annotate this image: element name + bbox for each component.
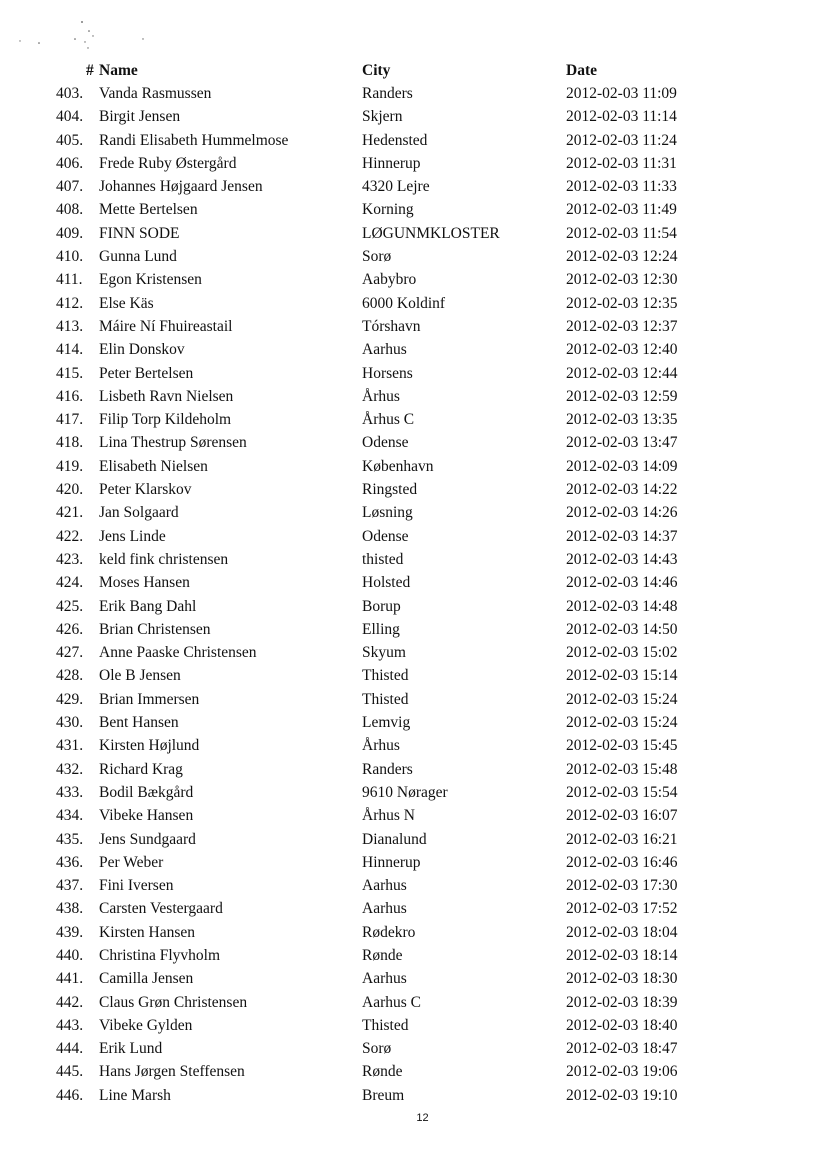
row-city: Skjern bbox=[362, 108, 403, 126]
table-row bbox=[0, 1017, 827, 1040]
row-city: Thisted bbox=[362, 1016, 409, 1034]
row-name: Erik Lund bbox=[99, 1040, 163, 1058]
table-row bbox=[0, 1087, 827, 1110]
row-date: 2012-02-03 12:40 bbox=[566, 341, 678, 359]
row-name: Claus Grøn Christensen bbox=[99, 993, 248, 1011]
row-city: Aarhus bbox=[362, 900, 407, 918]
row-number: 415. bbox=[56, 364, 84, 382]
row-number: 405. bbox=[56, 131, 84, 149]
row-city: Århus bbox=[362, 387, 400, 405]
row-number: 414. bbox=[56, 341, 84, 359]
row-name: Johannes Højgaard Jensen bbox=[99, 178, 263, 196]
table-row bbox=[0, 807, 827, 830]
table-row bbox=[0, 225, 827, 248]
table-row bbox=[0, 504, 827, 527]
row-number: 439. bbox=[56, 923, 84, 941]
row-number: 427. bbox=[56, 644, 84, 662]
row-city: Hinnerup bbox=[362, 853, 421, 871]
row-city: Aarhus C bbox=[362, 993, 421, 1011]
row-name: Bent Hansen bbox=[99, 714, 179, 732]
table-row bbox=[0, 1063, 827, 1086]
row-name: Ole B Jensen bbox=[99, 667, 181, 685]
row-city: Randers bbox=[362, 760, 413, 778]
row-number: 417. bbox=[56, 411, 84, 429]
table-row bbox=[0, 877, 827, 900]
row-city: 4320 Lejre bbox=[362, 178, 430, 196]
row-city: Rønde bbox=[362, 1063, 403, 1081]
row-number: 424. bbox=[56, 574, 84, 592]
header-number: # bbox=[86, 62, 94, 79]
row-date: 2012-02-03 11:49 bbox=[566, 201, 677, 219]
table-row bbox=[0, 271, 827, 294]
row-date: 2012-02-03 14:37 bbox=[566, 527, 678, 545]
row-date: 2012-02-03 11:31 bbox=[566, 154, 677, 172]
row-name: Egon Kristensen bbox=[99, 271, 202, 289]
header-date: Date bbox=[566, 62, 597, 79]
row-number: 444. bbox=[56, 1040, 84, 1058]
page-number: 12 bbox=[416, 1112, 429, 1124]
row-city: Tórshavn bbox=[362, 317, 421, 335]
row-date: 2012-02-03 19:06 bbox=[566, 1063, 678, 1081]
row-city: LØGUNMKLOSTER bbox=[362, 224, 500, 242]
row-name: Peter Bertelsen bbox=[99, 364, 194, 382]
row-name: Lina Thestrup Sørensen bbox=[99, 434, 247, 452]
row-city: Horsens bbox=[362, 364, 413, 382]
table-row bbox=[0, 970, 827, 993]
row-date: 2012-02-03 14:50 bbox=[566, 620, 678, 638]
row-name: Kirsten Hansen bbox=[99, 923, 195, 941]
row-number: 433. bbox=[56, 783, 84, 801]
row-date: 2012-02-03 15:48 bbox=[566, 760, 678, 778]
row-number: 445. bbox=[56, 1063, 84, 1081]
row-name: Brian Christensen bbox=[99, 620, 211, 638]
row-city: Aarhus bbox=[362, 877, 407, 895]
row-number: 423. bbox=[56, 550, 84, 568]
row-city: Aarhus bbox=[362, 341, 407, 359]
table-row bbox=[0, 155, 827, 178]
row-city: Sorø bbox=[362, 1040, 392, 1058]
row-date: 2012-02-03 14:22 bbox=[566, 481, 678, 499]
row-name: Elin Donskov bbox=[99, 341, 185, 359]
table-row bbox=[0, 714, 827, 737]
table-row bbox=[0, 411, 827, 434]
table-row bbox=[0, 434, 827, 457]
row-date: 2012-02-03 14:48 bbox=[566, 597, 678, 615]
row-number: 403. bbox=[56, 85, 84, 102]
table-row bbox=[0, 574, 827, 597]
row-number: 420. bbox=[56, 481, 84, 499]
row-date: 2012-02-03 15:14 bbox=[566, 667, 678, 685]
row-name: Vibeke Gylden bbox=[99, 1016, 193, 1034]
table-row bbox=[0, 132, 827, 155]
row-city: Borup bbox=[362, 597, 401, 615]
row-number: 430. bbox=[56, 714, 84, 732]
row-date: 2012-02-03 15:45 bbox=[566, 737, 678, 755]
row-number: 435. bbox=[56, 830, 84, 848]
table-row bbox=[0, 178, 827, 201]
table-row bbox=[0, 784, 827, 807]
row-number: 410. bbox=[56, 248, 84, 266]
row-city: Odense bbox=[362, 434, 409, 452]
row-date: 2012-02-03 11:54 bbox=[566, 224, 677, 242]
row-date: 2012-02-03 14:26 bbox=[566, 504, 678, 522]
row-name: Christina Flyvholm bbox=[99, 946, 220, 964]
row-number: 440. bbox=[56, 946, 84, 964]
row-date: 2012-02-03 14:09 bbox=[566, 457, 678, 475]
row-name: Mette Bertelsen bbox=[99, 201, 198, 219]
row-city: Rødekro bbox=[362, 923, 416, 941]
table-row bbox=[0, 667, 827, 690]
row-number: 436. bbox=[56, 853, 84, 871]
row-name: Máire Ní Fhuireastail bbox=[99, 317, 233, 335]
row-city: Skyum bbox=[362, 644, 406, 662]
row-number: 443. bbox=[56, 1016, 84, 1034]
table-row bbox=[0, 481, 827, 504]
table-row bbox=[0, 900, 827, 923]
row-city: Thisted bbox=[362, 667, 409, 685]
row-date: 2012-02-03 17:52 bbox=[566, 900, 678, 918]
row-city: Odense bbox=[362, 527, 409, 545]
row-number: 431. bbox=[56, 737, 84, 755]
row-date: 2012-02-03 15:02 bbox=[566, 644, 678, 662]
table-header bbox=[0, 62, 827, 84]
row-number: 421. bbox=[56, 504, 84, 522]
row-name: Brian Immersen bbox=[99, 690, 200, 708]
row-city: Korning bbox=[362, 201, 414, 219]
row-date: 2012-02-03 12:30 bbox=[566, 271, 678, 289]
row-city: København bbox=[362, 457, 434, 475]
row-number: 418. bbox=[56, 434, 84, 452]
table-row bbox=[0, 691, 827, 714]
row-date: 2012-02-03 18:14 bbox=[566, 946, 678, 964]
row-name: Elisabeth Nielsen bbox=[99, 457, 208, 475]
row-date: 2012-02-03 17:30 bbox=[566, 877, 678, 895]
row-date: 2012-02-03 16:46 bbox=[566, 853, 678, 871]
row-city: thisted bbox=[362, 550, 404, 568]
row-number: 406. bbox=[56, 154, 84, 172]
row-date: 2012-02-03 18:40 bbox=[566, 1016, 678, 1034]
table-row bbox=[0, 85, 827, 108]
row-city: Løsning bbox=[362, 504, 413, 522]
row-name: Line Marsh bbox=[99, 1086, 171, 1104]
row-number: 413. bbox=[56, 317, 84, 335]
row-name: Birgit Jensen bbox=[99, 108, 181, 126]
row-city: Århus N bbox=[362, 807, 415, 825]
table-row bbox=[0, 528, 827, 551]
table-body bbox=[0, 85, 827, 1110]
row-date: 2012-02-03 11:14 bbox=[566, 108, 677, 126]
row-number: 407. bbox=[56, 178, 84, 196]
row-number: 425. bbox=[56, 597, 84, 615]
row-number: 409. bbox=[56, 224, 84, 242]
row-date: 2012-02-03 12:24 bbox=[566, 248, 678, 266]
scan-specks bbox=[0, 0, 160, 60]
header-name: Name bbox=[99, 62, 138, 79]
row-number: 432. bbox=[56, 760, 84, 778]
header-city: City bbox=[362, 62, 391, 79]
row-city: Rønde bbox=[362, 946, 403, 964]
row-name: Lisbeth Ravn Nielsen bbox=[99, 387, 234, 405]
row-city: Thisted bbox=[362, 690, 409, 708]
row-date: 2012-02-03 15:54 bbox=[566, 783, 678, 801]
row-name: Richard Krag bbox=[99, 760, 183, 778]
row-number: 412. bbox=[56, 294, 84, 312]
row-name: Bodil Bækgård bbox=[99, 783, 194, 801]
table-row bbox=[0, 621, 827, 644]
row-name: Kirsten Højlund bbox=[99, 737, 200, 755]
table-row bbox=[0, 994, 827, 1017]
table-row bbox=[0, 201, 827, 224]
row-name: Randi Elisabeth Hummelmose bbox=[99, 131, 289, 149]
table-row bbox=[0, 947, 827, 970]
table-row bbox=[0, 318, 827, 341]
row-date: 2012-02-03 15:24 bbox=[566, 714, 678, 732]
row-name: Moses Hansen bbox=[99, 574, 190, 592]
row-name: Fini Iversen bbox=[99, 877, 174, 895]
row-name: Vanda Rasmussen bbox=[99, 85, 212, 102]
row-city: Århus C bbox=[362, 411, 415, 429]
row-date: 2012-02-03 16:21 bbox=[566, 830, 678, 848]
row-number: 428. bbox=[56, 667, 84, 685]
table-row bbox=[0, 551, 827, 574]
row-number: 404. bbox=[56, 108, 84, 126]
row-name: Hans Jørgen Steffensen bbox=[99, 1063, 245, 1081]
row-date: 2012-02-03 16:07 bbox=[566, 807, 678, 825]
row-date: 2012-02-03 14:43 bbox=[566, 550, 678, 568]
row-date: 2012-02-03 13:47 bbox=[566, 434, 678, 452]
row-date: 2012-02-03 15:24 bbox=[566, 690, 678, 708]
row-city: Hedensted bbox=[362, 131, 428, 149]
row-number: 416. bbox=[56, 387, 84, 405]
table-row bbox=[0, 108, 827, 131]
table-row bbox=[0, 248, 827, 271]
table-row bbox=[0, 295, 827, 318]
row-city: Aarhus bbox=[362, 970, 407, 988]
row-date: 2012-02-03 11:09 bbox=[566, 85, 677, 102]
row-name: keld fink christensen bbox=[99, 550, 229, 568]
row-date: 2012-02-03 18:04 bbox=[566, 923, 678, 941]
row-number: 411. bbox=[56, 271, 83, 289]
table-row bbox=[0, 365, 827, 388]
row-city: Holsted bbox=[362, 574, 411, 592]
row-city: Breum bbox=[362, 1086, 405, 1104]
row-city: Dianalund bbox=[362, 830, 427, 848]
row-date: 2012-02-03 14:46 bbox=[566, 574, 678, 592]
table-row bbox=[0, 924, 827, 947]
row-city: Randers bbox=[362, 85, 413, 102]
row-city: 9610 Nørager bbox=[362, 783, 448, 801]
table-row bbox=[0, 458, 827, 481]
row-name: Carsten Vestergaard bbox=[99, 900, 223, 918]
row-name: Jens Linde bbox=[99, 527, 166, 545]
row-number: 438. bbox=[56, 900, 84, 918]
row-date: 2012-02-03 12:59 bbox=[566, 387, 678, 405]
table-row bbox=[0, 644, 827, 667]
row-name: Anne Paaske Christensen bbox=[99, 644, 257, 662]
row-date: 2012-02-03 18:30 bbox=[566, 970, 678, 988]
row-number: 442. bbox=[56, 993, 84, 1011]
row-date: 2012-02-03 19:10 bbox=[566, 1086, 678, 1104]
table-row bbox=[0, 598, 827, 621]
row-number: 422. bbox=[56, 527, 84, 545]
row-city: Hinnerup bbox=[362, 154, 421, 172]
row-city: Aabybro bbox=[362, 271, 417, 289]
row-number: 408. bbox=[56, 201, 84, 219]
row-name: Filip Torp Kildeholm bbox=[99, 411, 232, 429]
row-number: 419. bbox=[56, 457, 84, 475]
row-name: Gunna Lund bbox=[99, 248, 177, 266]
row-date: 2012-02-03 11:24 bbox=[566, 131, 677, 149]
row-name: Vibeke Hansen bbox=[99, 807, 194, 825]
row-name: Erik Bang Dahl bbox=[99, 597, 197, 615]
row-date: 2012-02-03 13:35 bbox=[566, 411, 678, 429]
row-city: Sorø bbox=[362, 248, 392, 266]
table-row bbox=[0, 831, 827, 854]
row-city: Ringsted bbox=[362, 481, 418, 499]
row-name: Else Käs bbox=[99, 294, 154, 312]
row-number: 434. bbox=[56, 807, 84, 825]
row-number: 437. bbox=[56, 877, 84, 895]
row-city: Lemvig bbox=[362, 714, 411, 732]
row-name: FINN SODE bbox=[99, 224, 180, 242]
table-row bbox=[0, 854, 827, 877]
row-date: 2012-02-03 12:37 bbox=[566, 317, 678, 335]
row-number: 429. bbox=[56, 690, 84, 708]
row-date: 2012-02-03 11:33 bbox=[566, 178, 677, 196]
row-date: 2012-02-03 12:44 bbox=[566, 364, 678, 382]
table-row bbox=[0, 388, 827, 411]
row-name: Jan Solgaard bbox=[99, 504, 179, 522]
row-date: 2012-02-03 12:35 bbox=[566, 294, 678, 312]
table-row bbox=[0, 761, 827, 784]
table-row bbox=[0, 1040, 827, 1063]
row-number: 441. bbox=[56, 970, 84, 988]
row-number: 426. bbox=[56, 620, 84, 638]
row-name: Jens Sundgaard bbox=[99, 830, 196, 848]
row-number: 446. bbox=[56, 1086, 84, 1104]
row-name: Peter Klarskov bbox=[99, 481, 192, 499]
row-name: Camilla Jensen bbox=[99, 970, 194, 988]
row-city: Elling bbox=[362, 620, 400, 638]
row-name: Frede Ruby Østergård bbox=[99, 154, 237, 172]
row-city: 6000 Koldinf bbox=[362, 294, 446, 312]
table-row bbox=[0, 341, 827, 364]
row-date: 2012-02-03 18:39 bbox=[566, 993, 678, 1011]
row-city: Århus bbox=[362, 737, 400, 755]
table-row bbox=[0, 737, 827, 760]
row-name: Per Weber bbox=[99, 853, 164, 871]
row-date: 2012-02-03 18:47 bbox=[566, 1040, 678, 1058]
